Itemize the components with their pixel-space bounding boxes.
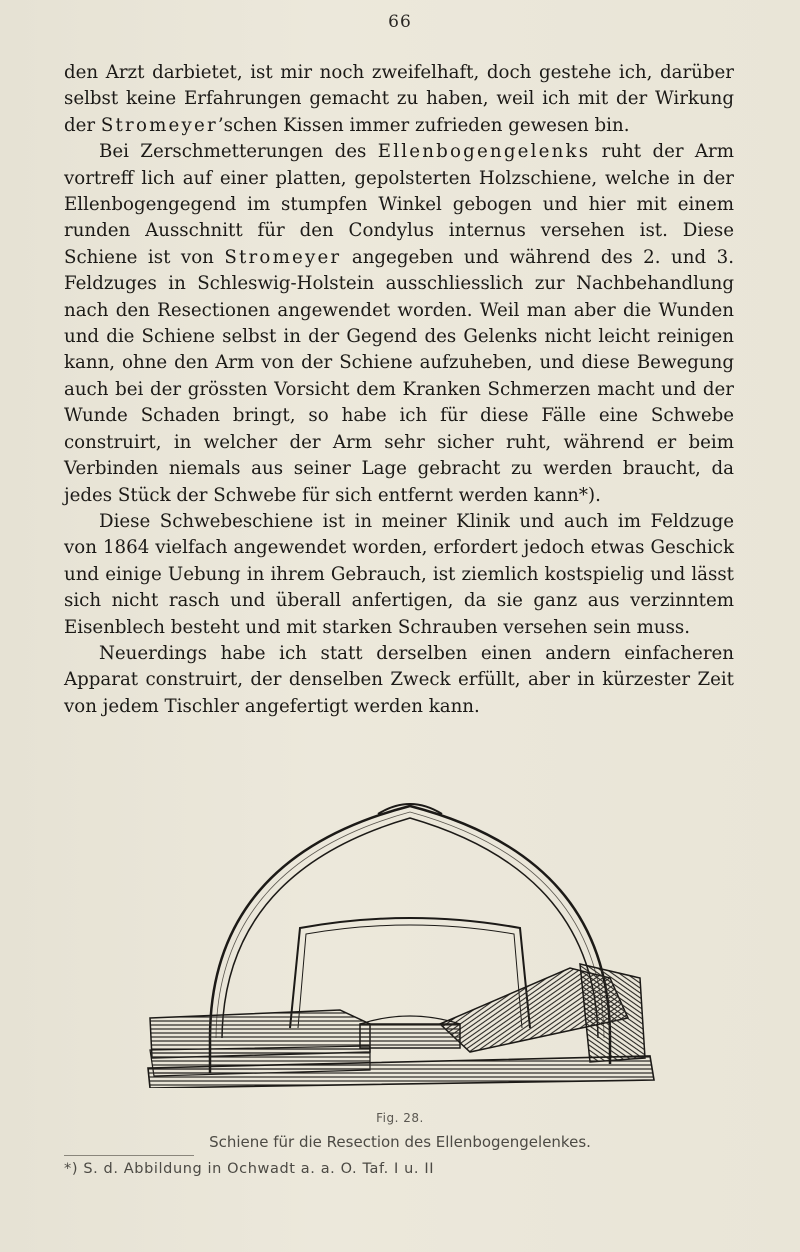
body-text	[64, 60, 734, 720]
text-run: ruht der Arm vortreff lich auf einer platten, gepolsterten Holzschiene, welche in der Ellenbogengegend im stumpfen Winkel gebogen und hier mit einem runden Ausschnitt für den Condylus internus versehen ist. Diese Schiene ist von	[64, 141, 734, 268]
paragraph	[64, 60, 734, 139]
footnote: *) S. d. Abbildung in Ochwadt a. a. O. Taf. I u. II	[64, 1161, 435, 1177]
text-run: ’schen Kissen immer zufrieden gewesen bin.	[217, 114, 630, 136]
emphasized-name: Stromeyer	[100, 114, 218, 136]
page-number: 66	[388, 12, 412, 32]
splint-drawing	[140, 788, 680, 1088]
text-run: Diese Schwebeschiene ist in meiner Klinik und auch im Feldzuge von 1864 vielfach angewendet worden, erfordert jedoch etwas Geschick und einige Uebung in ihrem Gebrauch, ist ziemlich kostspielig und lässt sich nicht rasch und überall anfertigen, da sie ganz aus verzinntem Eisenblech besteht und mit starken Schrauben versehen sein muss.	[64, 510, 734, 638]
figure-splint-illustration	[140, 788, 680, 1088]
text-run: den Arzt darbietet, ist mir noch zweifelhaft, doch gestehe ich, darüber selbst keine Erfahrungen gemacht zu haben, weil ich mit der Wirkung der	[64, 62, 734, 136]
text-run: Neuerdings habe ich statt derselben einen andern einfacheren Apparat construirt, der denselben Zweck erfüllt, aber in kürzester Zeit von jedem Tischler angefertigt werden kann.	[64, 642, 734, 717]
figure-label: Fig. 28.	[376, 1111, 424, 1125]
paragraph	[64, 509, 734, 641]
elbow-padding	[360, 1024, 460, 1048]
paragraph	[64, 139, 734, 509]
paragraph	[64, 641, 734, 720]
emphasized-name: Ellenbogengelenks	[377, 141, 591, 163]
footnote-rule	[64, 1155, 194, 1156]
text-run: angegeben und während des 2. und 3. Feldzuges in Schleswig-Holstein ausschliesslich zur Nachbehandlung nach den Resectionen angewendet worden. Weil man aber die Wunden und die Schiene selbst in der Gegend des Gelenks nicht leicht reinigen kann, ohne den Arm von der Schiene aufzuheben, und diese Bewegung auch bei der grössten Vorsicht dem Kranken Schmerzen macht und der Wunde Schaden bringt, so habe ich für diese Fälle eine Schwebe construirt, in welcher der Arm sehr sicher ruht, während er beim Verbinden niemals aus seiner Lage gebracht zu werden braucht, da jedes Stück der Schwebe für sich entfernt werden kann*).	[64, 246, 734, 506]
figure-caption: Schiene für die Resection des Ellenbogengelenkes.	[209, 1133, 591, 1151]
text-run: Bei Zerschmetterungen des	[99, 141, 378, 163]
emphasized-name: Stromeyer	[224, 246, 342, 268]
